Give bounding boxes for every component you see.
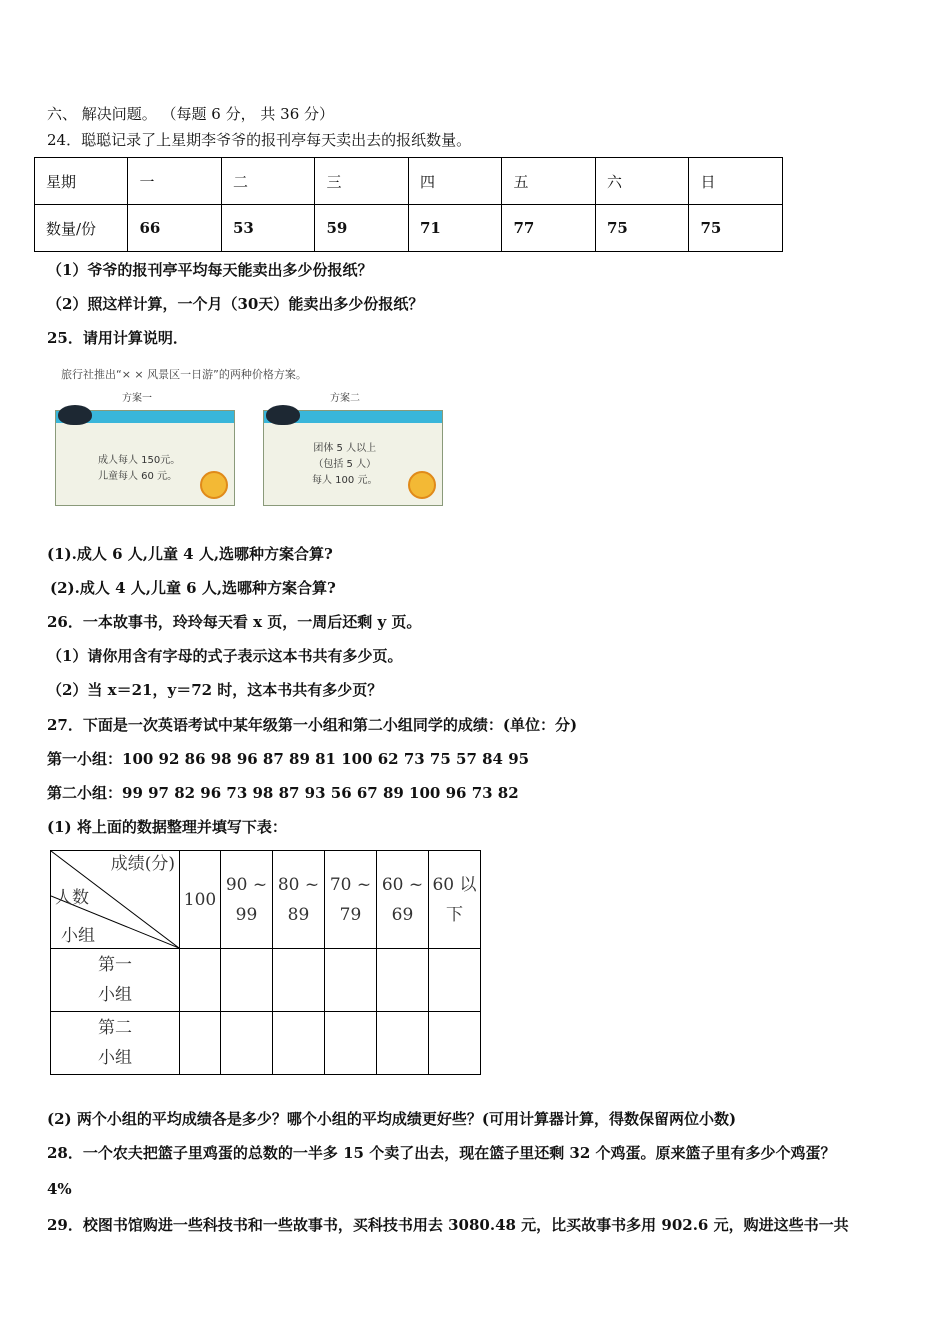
col-label-a: 70 ~ xyxy=(329,874,372,895)
q25-image-caption: 旅行社推出“× × 风景区一日游”的两种价格方案。 xyxy=(61,368,307,381)
q28-title: 28．一个农夫把篮子里鸡蛋的总数的一半多 15 个卖了出去，现在篮子里还剩 32 个鸡蛋。原来篮子里有多少个鸡蛋？ xyxy=(47,1144,836,1162)
table-cell: 75 xyxy=(689,205,783,252)
col-label-a: 90 ~ xyxy=(225,874,268,895)
row-label-a: 第二 xyxy=(98,1018,132,1038)
q28-extra: 4% xyxy=(47,1180,72,1198)
table-cell: 星期 xyxy=(35,158,128,205)
blank-cell[interactable] xyxy=(180,949,221,1012)
q25-sub1: (1).成人 6 人,儿童 4 人,选哪种方案合算? xyxy=(47,545,333,563)
table-corner-cell xyxy=(51,851,180,949)
blank-cell[interactable] xyxy=(221,949,273,1012)
row-label-a: 第一 xyxy=(98,955,132,975)
corner-group-label: 小组 xyxy=(61,926,95,946)
corner-count-label: 人数 xyxy=(55,888,89,908)
blank-cell[interactable] xyxy=(325,1012,377,1075)
table-cell: 日 xyxy=(689,158,783,205)
blank-cell[interactable] xyxy=(273,1012,325,1075)
blank-cell[interactable] xyxy=(221,1012,273,1075)
col-label-b: 69 xyxy=(391,904,414,925)
row-label-b: 小组 xyxy=(98,1048,132,1068)
row-label-b: 小组 xyxy=(98,985,132,1005)
plan-one-title: 方案一 xyxy=(122,393,152,404)
col-label-a: 100 xyxy=(183,889,217,910)
q25-illustration xyxy=(47,362,467,507)
col-label-a: 80 ~ xyxy=(277,874,320,895)
whale-icon xyxy=(58,405,92,425)
table-cell: 五 xyxy=(502,158,596,205)
q24-title: 24．聪聪记录了上星期李爷爷的报刊亭每天卖出去的报纸数量。 xyxy=(47,131,472,149)
table-header-cell xyxy=(180,851,221,949)
col-label-a: 60 以 xyxy=(432,874,477,895)
blank-cell[interactable] xyxy=(273,949,325,1012)
table-cell: 二 xyxy=(221,158,315,205)
table-cell: 75 xyxy=(595,205,689,252)
plan-one-line1: 成人每人 150元。 xyxy=(98,455,181,466)
whale-icon xyxy=(266,405,300,425)
table-cell: 三 xyxy=(315,158,409,205)
q27-group2-scores: 第二小组：99 97 82 96 73 98 87 93 56 67 89 100 96 73 82 xyxy=(47,784,519,802)
col-label-b: 99 xyxy=(235,904,258,925)
q27-group1-scores: 第一小组：100 92 86 98 96 87 89 81 100 62 73 75 57 84 95 xyxy=(47,750,530,768)
plan-one-text xyxy=(98,453,180,485)
table-row xyxy=(35,158,783,205)
table-cell: 数量/份 xyxy=(35,205,128,252)
lion-icon xyxy=(408,471,436,499)
table-header-cell xyxy=(221,851,273,949)
q26-sub2: （2）当 x＝21，y＝72 时，这本书共有多少页？ xyxy=(47,681,383,699)
plan-two-line3: 每人 100 元。 xyxy=(312,475,378,486)
plan-two-line2: （包括 5 人） xyxy=(313,459,377,470)
q26-sub1: （1）请你用含有字母的式子表示这本书共有多少页。 xyxy=(47,647,403,665)
plan-two-card xyxy=(263,393,443,506)
plan-two-line1: 团体 5 人以上 xyxy=(313,443,377,454)
col-label-b: 79 xyxy=(339,904,362,925)
blank-cell[interactable] xyxy=(325,949,377,1012)
q25-sub2: (2).成人 4 人,儿童 6 人,选哪种方案合算? xyxy=(50,579,336,597)
corner-score-label: 成绩(分) xyxy=(110,854,175,874)
q24-sub1: （1）爷爷的报刊亭平均每天能卖出多少份报纸？ xyxy=(47,261,373,279)
section-heading: 六、 解决问题。 （每题 6 分， 共 36 分） xyxy=(47,105,335,123)
q27-sub2: (2) 两个小组的平均成绩各是多少？哪个小组的平均成绩更好些？(可用计算器计算，得数保留两位小数) xyxy=(47,1110,737,1128)
col-label-b: 89 xyxy=(287,904,310,925)
blank-cell[interactable] xyxy=(180,1012,221,1075)
table-row xyxy=(51,949,481,1012)
row-label-cell xyxy=(51,949,180,1012)
table-header-cell xyxy=(273,851,325,949)
table-cell: 77 xyxy=(502,205,596,252)
table-cell: 71 xyxy=(408,205,502,252)
table-header-cell xyxy=(377,851,429,949)
col-label-b: 下 xyxy=(446,904,463,925)
blank-cell[interactable] xyxy=(377,1012,429,1075)
q25-title: 25．请用计算说明． xyxy=(47,329,188,347)
q26-title: 26．一本故事书，玲玲每天看 x 页，一周后还剩 y 页。 xyxy=(47,613,422,631)
table-cell: 59 xyxy=(315,205,409,252)
q24-sales-table xyxy=(34,157,783,252)
col-label-a: 60 ~ xyxy=(381,874,424,895)
table-header-cell xyxy=(429,851,481,949)
table-cell: 66 xyxy=(128,205,222,252)
q24-sub2: （2）照这样计算，一个月（30天）能卖出多少份报纸？ xyxy=(47,295,424,313)
q27-title: 27．下面是一次英语考试中某年级第一小组和第二小组同学的成绩：(单位：分) xyxy=(47,716,578,734)
table-cell: 一 xyxy=(128,158,222,205)
q27-grade-table xyxy=(50,850,481,1075)
plan-two-title: 方案二 xyxy=(330,393,360,404)
q27-sub1: (1) 将上面的数据整理并填写下表： xyxy=(47,818,287,836)
table-cell: 四 xyxy=(408,158,502,205)
plan-one-card xyxy=(55,393,235,506)
blank-cell[interactable] xyxy=(429,1012,481,1075)
table-row xyxy=(51,851,481,949)
blank-cell[interactable] xyxy=(429,949,481,1012)
table-row xyxy=(35,205,783,252)
row-label-cell xyxy=(51,1012,180,1075)
table-cell: 53 xyxy=(221,205,315,252)
table-row xyxy=(51,1012,481,1075)
lion-icon xyxy=(200,471,228,499)
plan-two-text xyxy=(312,441,377,489)
plan-one-line2: 儿童每人 60 元。 xyxy=(98,471,178,482)
table-cell: 六 xyxy=(595,158,689,205)
q29-title: 29．校图书馆购进一些科技书和一些故事书，买科技书用去 3080.48 元，比买故事书多用 902.6 元，购进这些书一共 xyxy=(47,1216,849,1234)
table-header-cell xyxy=(325,851,377,949)
blank-cell[interactable] xyxy=(377,949,429,1012)
